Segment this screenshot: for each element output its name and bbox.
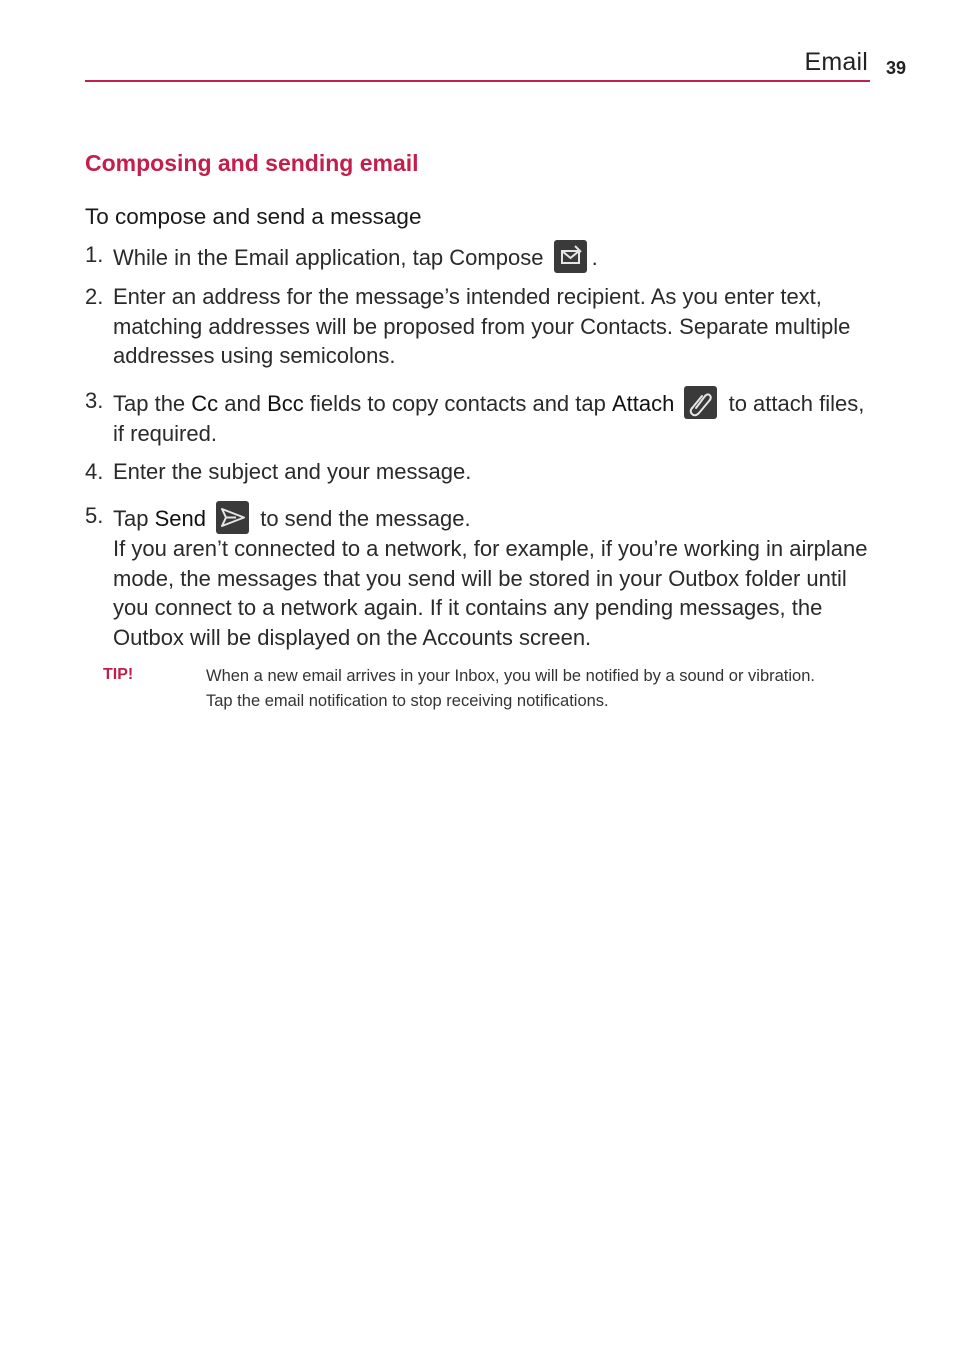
tip-line: When a new email arrives in your Inbox, you will be notified by a sound or vibration. — [206, 667, 815, 685]
step-4 — [85, 457, 880, 487]
running-header-title: Email — [804, 48, 868, 76]
tip-label: TIP! — [103, 666, 134, 683]
step-text: Enter the subject and your message. — [113, 459, 472, 484]
step-text: fields to copy contacts and tap — [303, 391, 612, 416]
step-text-end: . — [591, 245, 598, 270]
step-number: 2. — [85, 284, 104, 309]
step-text: and — [218, 391, 268, 416]
step-text: to send the message. — [254, 506, 471, 531]
section-heading: Composing and sending email — [85, 150, 419, 176]
send-label: Send — [154, 506, 206, 531]
paperclip-icon — [684, 386, 717, 419]
step-text: to attach files, if required. — [113, 391, 865, 446]
step-2 — [85, 282, 880, 371]
step-text: Enter an address for the message’s intended recipient. As you enter text, matching addresses will be proposed from your Contacts. Separate multiple addresses using semicolons. — [113, 284, 851, 368]
step-5 — [85, 501, 880, 652]
step-number: 3. — [85, 388, 104, 413]
compose-icon — [554, 240, 587, 273]
tip-text — [206, 664, 866, 714]
step-detail: If you aren’t connected to a network, for example, if you’re working in airplane mode, the messages that you send will be stored in your Outbox folder until you connect to a network again. If it contains any pending messages, the Outbox will be displayed on the Accounts screen. — [113, 536, 868, 650]
send-icon — [216, 501, 249, 534]
step-number: 5. — [85, 503, 104, 528]
step-text: Tap the — [113, 391, 192, 416]
bcc-field-label: Bcc — [267, 391, 304, 416]
attach-label: Attach — [611, 391, 675, 416]
procedure-heading: To compose and send a message — [85, 204, 422, 229]
step-1 — [85, 240, 880, 273]
step-3 — [85, 386, 880, 449]
cc-field-label: Cc — [191, 391, 219, 416]
step-text: Tap — [113, 506, 155, 531]
step-number: 4. — [85, 459, 104, 484]
header-divider — [85, 80, 870, 82]
page-number: 39 — [886, 58, 907, 78]
step-number: 1. — [85, 242, 104, 267]
step-text: While in the Email application, tap Compose — [113, 245, 544, 270]
tip-line: Tap the email notification to stop receiving notifications. — [206, 692, 609, 710]
